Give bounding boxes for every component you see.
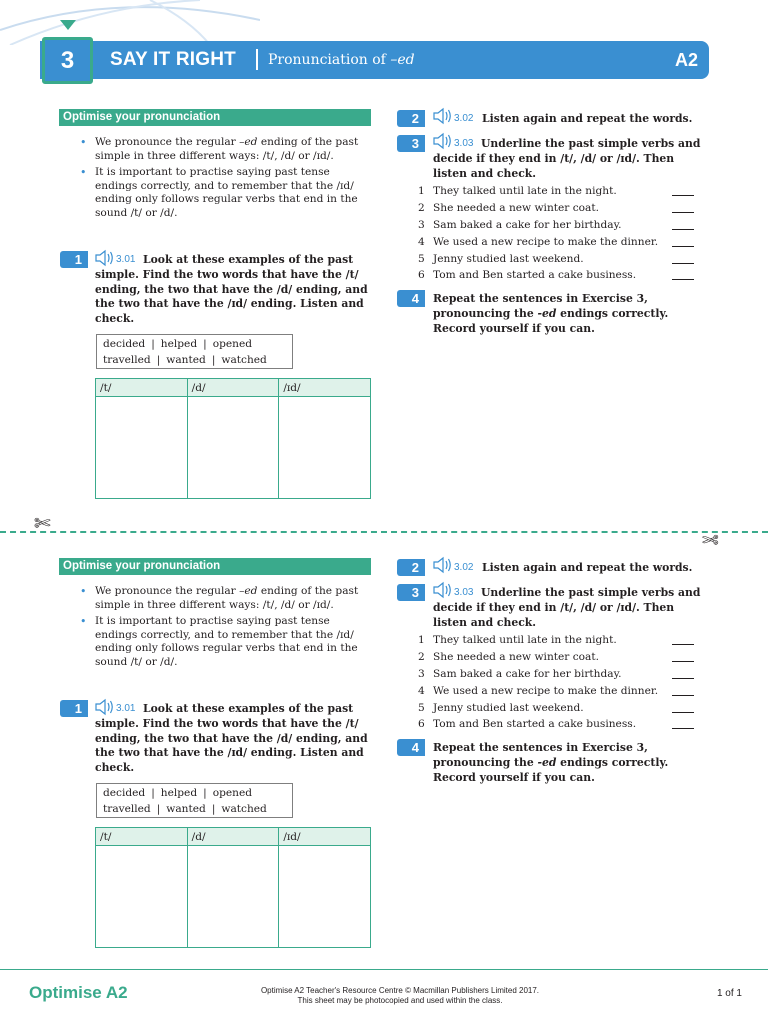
tip-title: Optimise your pronunciation — [59, 109, 371, 126]
answer-blank[interactable] — [672, 695, 694, 696]
column-d: /d/ — [187, 828, 279, 846]
exercise-2-instruction: Listen again and repeat the words. — [482, 561, 693, 574]
sentence-item: 5 Jenny studied last weekend. — [418, 251, 698, 268]
answer-blank[interactable] — [672, 195, 694, 196]
exercise-4-instruction: Repeat the sentences in Exercise 3, pronouncing the -ed endings correctly. Record yourself if you can. — [433, 741, 669, 784]
exercise-2-badge: 2 — [397, 110, 425, 127]
exercise-1-instruction: Look at these examples of the past simple. Find the two words that have the /t/ ending, the two that have the /d/ ending, and the two that have the /ɪd/ ending. Listen and check. — [95, 702, 368, 775]
answer-blank[interactable] — [672, 246, 694, 247]
subtitle-ed: –ed — [390, 52, 415, 68]
word-row: travelled | wanted | watched — [103, 803, 267, 815]
answer-blank[interactable] — [672, 263, 694, 264]
exercise-4-instruction: Repeat the sentences in Exercise 3, pronouncing the -ed endings correctly. Record yourself if you can. — [433, 292, 669, 335]
track-number: 3.02 — [454, 113, 474, 124]
column-id: /ɪd/ — [279, 828, 371, 846]
copyright-line: Optimise A2 Teacher's Resource Centre © Macmillan Publishers Limited 2017. — [260, 986, 540, 995]
exercise-1-badge: 1 — [60, 251, 88, 268]
answer-blank[interactable] — [672, 229, 694, 230]
sentence-item: 1 They talked until late in the night. — [418, 632, 698, 649]
column-t: /t/ — [96, 828, 188, 846]
footer-divider — [0, 969, 768, 970]
sentence-item: 6 Tom and Ben started a cake business. — [418, 267, 698, 284]
word-box — [96, 783, 293, 818]
track-number: 3.03 — [454, 587, 474, 598]
unit-number: 3 — [60, 47, 75, 74]
exercise-1-badge: 1 — [60, 700, 88, 717]
tip-bullet: • It is important to practise saying past tense endings correctly, and to remember that the /ɪd/ ending only follows regular verbs that end in the sound /t/ or /d/. — [78, 166, 368, 220]
word-row: decided | helped | opened — [103, 338, 253, 350]
speaker-icon[interactable] — [433, 556, 453, 574]
worksheet-copy-bottom — [0, 449, 768, 869]
level-badge: A2 — [674, 50, 698, 70]
sentence-item: 3 Sam baked a cake for her birthday. — [418, 666, 698, 683]
footer-brand: Optimise A2 — [29, 983, 128, 1002]
answer-blank[interactable] — [672, 728, 694, 729]
page-number: 1 of 1 — [716, 988, 742, 999]
answer-blank[interactable] — [672, 279, 694, 280]
answer-blank[interactable] — [672, 661, 694, 662]
sentence-item: 5 Jenny studied last weekend. — [418, 700, 698, 717]
tip-bullets — [78, 136, 368, 223]
exercise-4-badge: 4 — [397, 290, 425, 307]
answer-blank[interactable] — [672, 712, 694, 713]
answer-cell[interactable] — [96, 846, 188, 948]
answer-blank[interactable] — [672, 644, 694, 645]
column-id: /ɪd/ — [279, 379, 371, 397]
subtitle-text: Pronunciation of — [268, 52, 391, 68]
track-number: 3.01 — [116, 703, 136, 714]
exercise-3-instruction: Underline the past simple verbs and decide if they end in /t/, /d/ or /ɪd/. Then listen and check. — [433, 137, 701, 180]
word-box — [96, 334, 293, 369]
sentence-item: 2 She needed a new winter coat. — [418, 649, 698, 666]
track-number: 3.02 — [454, 562, 474, 573]
tip-bullet: • We pronounce the regular –ed ending of the past simple in three different ways: /t/, /d/ or /ɪd/. — [78, 136, 368, 163]
exercise-2-instruction: Listen again and repeat the words. — [482, 112, 693, 125]
word-row: travelled | wanted | watched — [103, 354, 267, 366]
answer-blank[interactable] — [672, 212, 694, 213]
exercise-3-badge: 3 — [397, 135, 425, 152]
exercise-3-badge: 3 — [397, 584, 425, 601]
scissors-icon: ✄ — [702, 528, 719, 552]
track-number: 3.01 — [116, 254, 136, 265]
tip-bullet: • It is important to practise saying past tense endings correctly, and to remember that the /ɪd/ ending only follows regular verbs that end in the sound /t/ or /d/. — [78, 615, 368, 669]
copyright-line: This sheet may be photocopied and used within the class. — [297, 996, 503, 1005]
sentence-item: 6 Tom and Ben started a cake business. — [418, 716, 698, 733]
worksheet-copy-top — [0, 0, 768, 420]
exercise-1-instruction: Look at these examples of the past simple. Find the two words that have the /t/ ending, the two that have the /d/ ending, and the two that have the /ɪd/ ending. Listen and check. — [95, 253, 368, 326]
sentence-item: 4 We used a new recipe to make the dinner. — [418, 683, 698, 700]
footer-copyright — [230, 986, 570, 1006]
exercise-2-badge: 2 — [397, 559, 425, 576]
cut-line — [0, 531, 768, 533]
column-d: /d/ — [187, 379, 279, 397]
sentence-item: 1 They talked until late in the night. — [418, 183, 698, 200]
word-row: decided | helped | opened — [103, 787, 253, 799]
page-title: SAY IT RIGHT — [110, 49, 236, 70]
answer-cell[interactable] — [187, 846, 279, 948]
tip-bullet: • We pronounce the regular –ed ending of the past simple in three different ways: /t/, /d/ or /ɪd/. — [78, 585, 368, 612]
sound-table — [95, 827, 371, 948]
sentence-list — [418, 632, 698, 733]
sentence-list — [418, 183, 698, 284]
tip-bullets — [78, 585, 368, 672]
speaker-icon[interactable] — [433, 107, 453, 125]
exercise-4-badge: 4 — [397, 739, 425, 756]
answer-cell[interactable] — [279, 846, 371, 948]
answer-blank[interactable] — [672, 678, 694, 679]
sentence-item: 3 Sam baked a cake for her birthday. — [418, 217, 698, 234]
tip-title: Optimise your pronunciation — [59, 558, 371, 575]
track-number: 3.03 — [454, 138, 474, 149]
sentence-item: 4 We used a new recipe to make the dinner. — [418, 234, 698, 251]
sentence-item: 2 She needed a new winter coat. — [418, 200, 698, 217]
exercise-3-instruction: Underline the past simple verbs and decide if they end in /t/, /d/ or /ɪd/. Then listen and check. — [433, 586, 701, 629]
column-t: /t/ — [96, 379, 188, 397]
scissors-icon: ✄ — [34, 511, 51, 535]
